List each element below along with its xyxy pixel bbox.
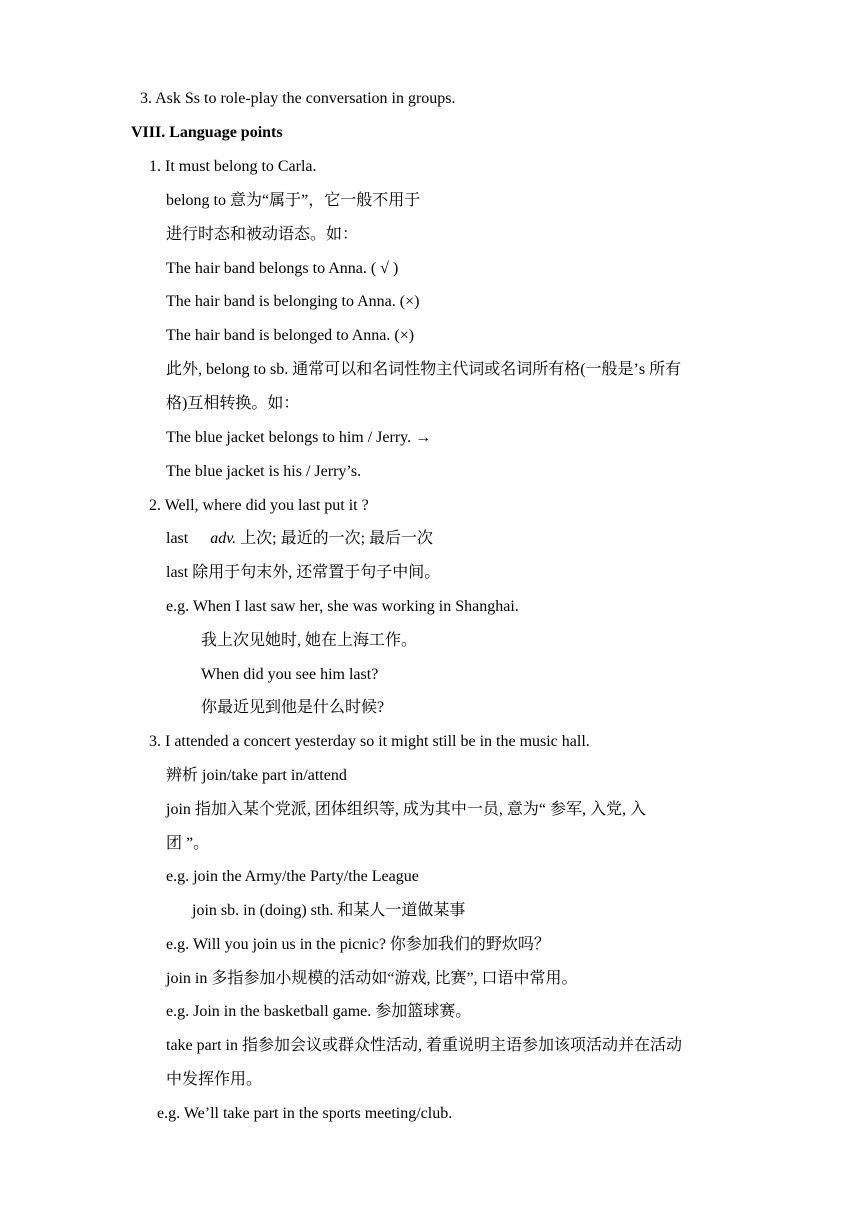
point-1-text-4: 格)互相转换。如：	[166, 395, 300, 412]
point-3-join-example-2: e.g. Will you join us in the picnic? 你参加我们的野炊吗？	[166, 936, 550, 953]
point-2-heading: 2. Well, where did you last put it ?	[149, 497, 369, 514]
point-2-word: last	[166, 530, 189, 547]
point-1-example-3: The hair band is belonged to Anna. (×)	[166, 327, 415, 344]
point-1-example-1: The hair band belongs to Anna. ( √ )	[166, 260, 399, 277]
point-3-take-part-text-2: 中发挥作用。	[166, 1071, 263, 1088]
point-3-take-part-text-1: take part in 指参加会议或群众性活动, 着重说明主语参加该项活动并在活动	[166, 1037, 682, 1054]
point-3-join-in-text: join in 多指参加小规模的活动如“游戏, 比赛”, 口语中常用。	[166, 970, 578, 987]
point-1-example-4: The blue jacket belongs to him / Jerry. →	[166, 429, 432, 446]
point-2-translation-2: 你最近见到他是什么时候?	[201, 699, 385, 716]
point-3-compare: 辨析 join/take part in/attend	[166, 767, 347, 784]
point-2-meaning: 上次; 最近的一次; 最后一次	[240, 530, 434, 547]
point-2-example-2: When did you see him last?	[201, 666, 379, 683]
point-3-take-part-example: e.g. We’ll take part in the sports meeting/club.	[157, 1105, 453, 1122]
point-1-example-2: The hair band is belonging to Anna. (×)	[166, 293, 420, 310]
point-1-text-1: belong to 意为“属于”，它一般不用于	[166, 192, 421, 209]
point-3-join-phrase: join sb. in (doing) sth. 和某人一道做某事	[192, 902, 466, 919]
point-2-pos: adv.	[210, 530, 237, 547]
point-3-heading: 3. I attended a concert yesterday so it might still be in the music hall.	[149, 733, 590, 750]
step-3-roleplay: 3. Ask Ss to role-play the conversation in groups.	[140, 90, 456, 107]
point-3-join-text-1: join 指加入某个党派, 团体组织等, 成为其中一员, 意为“ 参军, 入党, 入	[166, 801, 646, 818]
point-3-join-text-2: 团 ”。	[166, 835, 210, 852]
point-3-join-in-example: e.g. Join in the basketball game. 参加篮球赛。	[166, 1003, 472, 1020]
section-heading-language-points: VIII. Language points	[131, 124, 283, 141]
point-2-example-1: e.g. When I last saw her, she was working in Shanghai.	[166, 598, 519, 615]
point-2-definition	[166, 529, 433, 549]
point-1-example-5: The blue jacket is his / Jerry’s.	[166, 463, 362, 480]
point-1-text-2: 进行时态和被动语态。如：	[166, 226, 359, 243]
point-3-join-example-1: e.g. join the Army/the Party/the League	[166, 868, 419, 885]
point-2-translation-1: 我上次见她时, 她在上海工作。	[201, 632, 418, 649]
point-2-text: last 除用于句末外, 还常置于句子中间。	[166, 564, 441, 581]
point-1-text-3: 此外, belong to sb. 通常可以和名词性物主代词或名词所有格(一般是’s 所有	[166, 361, 682, 378]
point-1-heading: 1. It must belong to Carla.	[149, 158, 317, 175]
